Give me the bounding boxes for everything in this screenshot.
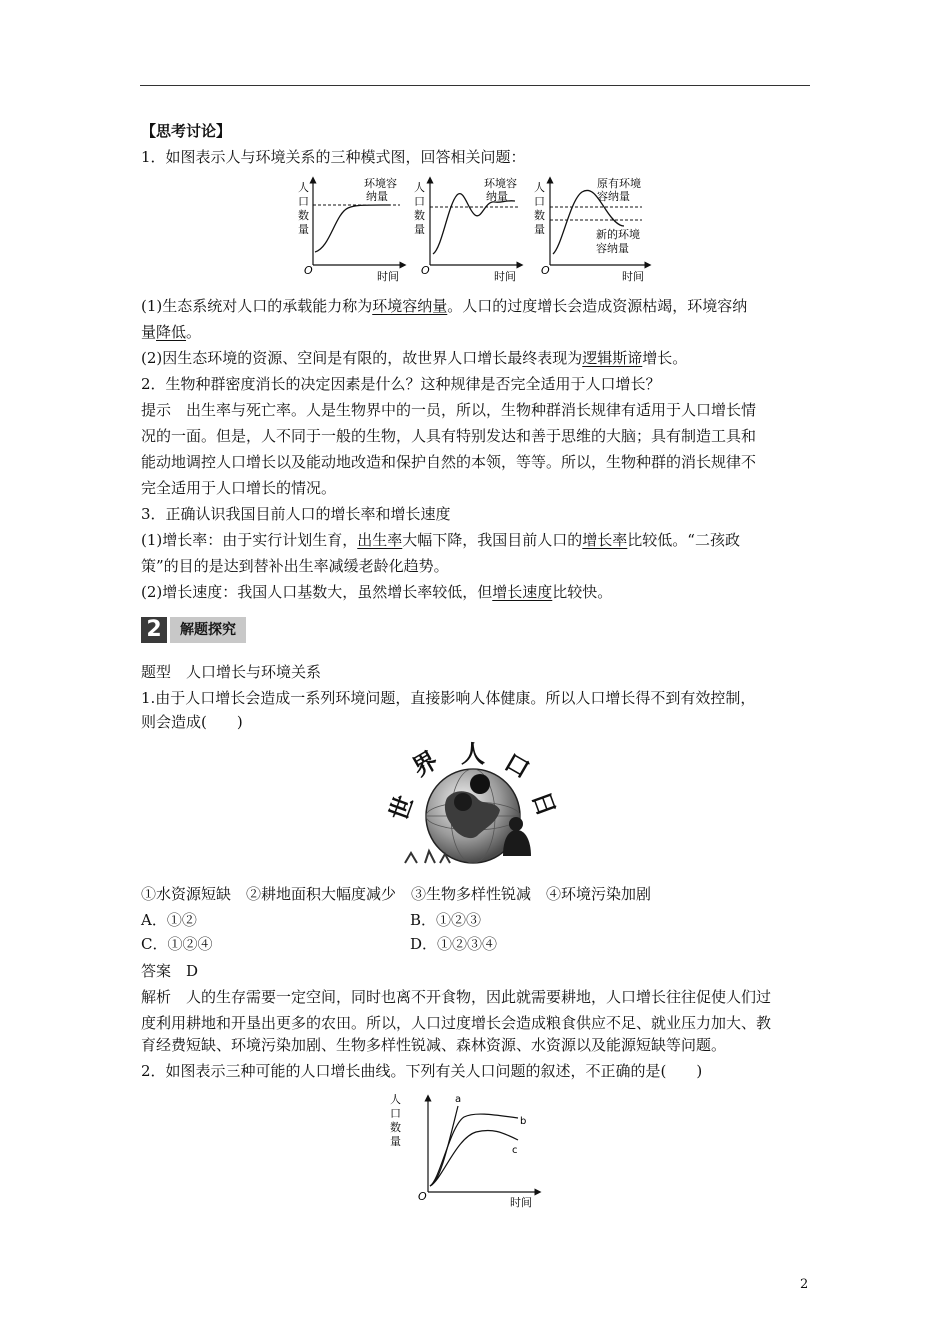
curve-b: [430, 1114, 518, 1186]
three-model-graphs: [290, 170, 660, 285]
option-a: A．①②: [141, 911, 197, 929]
hint-line-3: 能动地调控人口增长以及能动地改造和保护自然的本领，等等。所以，生物种群的消长规律不: [141, 453, 757, 471]
curve-c-label: c: [512, 1145, 518, 1156]
hint-line-2: 况的一面。但是，人不同于一般的生物，人具有特别发达和善于思维的大脑；具有制造工具和: [141, 427, 757, 445]
g4-ylabel-1: 口: [390, 1107, 401, 1120]
section-header: [141, 617, 246, 643]
g1-ylabel-2: 数: [298, 209, 309, 222]
g2-ylabel-0: 人: [414, 181, 425, 194]
option-d: D．①②③④: [410, 935, 498, 953]
g2-ylabel-3: 量: [414, 223, 425, 236]
graph-1: [298, 176, 403, 283]
answer-label: 答案 D: [141, 962, 199, 980]
problem-2: 2．如图表示三种可能的人口增长曲线。下列有关人口问题的叙述，不正确的是( ): [141, 1062, 703, 1080]
answer-1-1: (1)生态系统对人口的承载能力称为环境容纳量。人口的过度增长会造成资源枯竭，环境容纳: [141, 297, 748, 315]
g3-new-capacity-2: 容纳量: [596, 242, 629, 255]
page-number: 2: [800, 1277, 809, 1292]
graph-2: [414, 176, 520, 283]
option-b: B．①②③: [410, 911, 482, 929]
g2-ylabel-1: 口: [414, 195, 425, 208]
poster-char-1: 界: [407, 745, 443, 783]
hint-line-4: 完全适用于人口增长的情况。: [141, 479, 337, 497]
section-title: 解题探究: [170, 617, 246, 643]
g4-ylabel-2: 数: [390, 1121, 401, 1134]
g4-xlabel: 时间: [510, 1196, 532, 1209]
g3-ylabel-1: 口: [534, 195, 545, 208]
g1-capacity-label-2: 纳量: [366, 190, 388, 203]
hint-line-1: 提示 出生率与死亡率。人是生物界中的一员，所以，生物种群消长规律有适用于人口增长情: [141, 401, 757, 419]
g3-original-capacity-1: 原有环境: [597, 177, 641, 190]
curve-b-label: b: [520, 1116, 527, 1127]
growth-curves-graph: [380, 1086, 550, 1211]
explanation-line-1: 解析 人的生存需要一定空间，同时也离不开食物，因此就需要耕地，人口增长往往促使人们过: [141, 988, 772, 1006]
answer-1-2: (2)因生态环境的资源、空间是有限的，故世界人口增长最终表现为逻辑斯谛增长。: [141, 349, 688, 367]
g3-ylabel-0: 人: [534, 181, 545, 194]
graph-3: [534, 176, 648, 283]
think-heading: 【思考讨论】: [141, 122, 232, 140]
g1-ylabel-3: 量: [298, 223, 309, 236]
g3-xlabel: 时间: [622, 270, 644, 283]
curve-a-label: a: [455, 1094, 462, 1105]
explanation-line-3: 育经费短缺、环境污染加剧、生物多样性锐减、森林资源、水资源以及能源短缺等问题。: [141, 1036, 727, 1054]
g2-origin: O: [421, 264, 430, 277]
g1-ylabel-1: 口: [298, 195, 309, 208]
g1-capacity-label-1: 环境容: [364, 177, 397, 190]
explanation-line-2: 度利用耕地和开垦出更多的农田。所以，人口过度增长会造成粮食供应不足、就业压力加大、教: [141, 1014, 772, 1032]
answer-3-1: (1)增长率：由于实行计划生育，出生率大幅下降，我国目前人口的增长率比较低。“二孩政: [141, 531, 740, 549]
world-population-day-poster: [385, 738, 565, 873]
header-rule: [140, 85, 810, 86]
problem-type: 题型 人口增长与环境关系: [141, 663, 322, 681]
section-number: 2: [141, 617, 167, 643]
g1-origin: O: [304, 264, 313, 277]
g4-ylabel-0: 人: [390, 1093, 401, 1106]
answer-1-1-cont: 量降低。: [141, 323, 202, 341]
question-2: 2．生物种群密度消长的决定因素是什么？这种规律是否完全适用于人口增长？: [141, 375, 661, 393]
g3-origin: O: [541, 264, 550, 277]
g2-ylabel-2: 数: [414, 209, 425, 222]
answer-3-1-cont: 策”的目的是达到替补出生率减缓老龄化趋势。: [141, 557, 449, 575]
g3-ylabel-3: 量: [534, 223, 545, 236]
poster-char-3: 口: [499, 747, 535, 785]
g2-capacity-label-2: 纳量: [486, 190, 508, 203]
g2-xlabel: 时间: [494, 270, 516, 283]
g2-capacity-label-1: 环境容: [484, 177, 517, 190]
g3-ylabel-2: 数: [534, 209, 545, 222]
problem-1-line-1: 1.由于人口增长会造成一系列环境问题，直接影响人体健康。所以人口增长得不到有效控制，: [141, 689, 756, 707]
g4-origin: O: [418, 1190, 427, 1203]
option-c: C．①②④: [141, 935, 213, 953]
g1-ylabel-0: 人: [298, 181, 309, 194]
poster-char-4: 日: [526, 787, 561, 820]
question-3: 3．正确认识我国目前人口的增长率和增长速度: [141, 505, 451, 523]
answer-3-2: (2)增长速度：我国人口基数大，虽然增长率较低，但增长速度比较快。: [141, 583, 613, 601]
curve-a: [430, 1106, 458, 1186]
question-1: 1．如图表示人与环境关系的三种模式图，回答相关问题：: [141, 148, 526, 166]
g4-ylabel-3: 量: [390, 1135, 401, 1148]
g3-new-capacity-1: 新的环境: [596, 228, 640, 241]
problem-1-line-2: 则会造成( ): [141, 713, 243, 731]
g1-xlabel: 时间: [377, 270, 399, 283]
choice-items: ①水资源短缺 ②耕地面积大幅度减少 ③生物多样性锐减 ④环境污染加剧: [141, 885, 652, 903]
g3-original-capacity-2: 容纳量: [597, 190, 630, 203]
poster-char-0: 世: [384, 792, 419, 825]
poster-char-2: 人: [461, 740, 485, 768]
